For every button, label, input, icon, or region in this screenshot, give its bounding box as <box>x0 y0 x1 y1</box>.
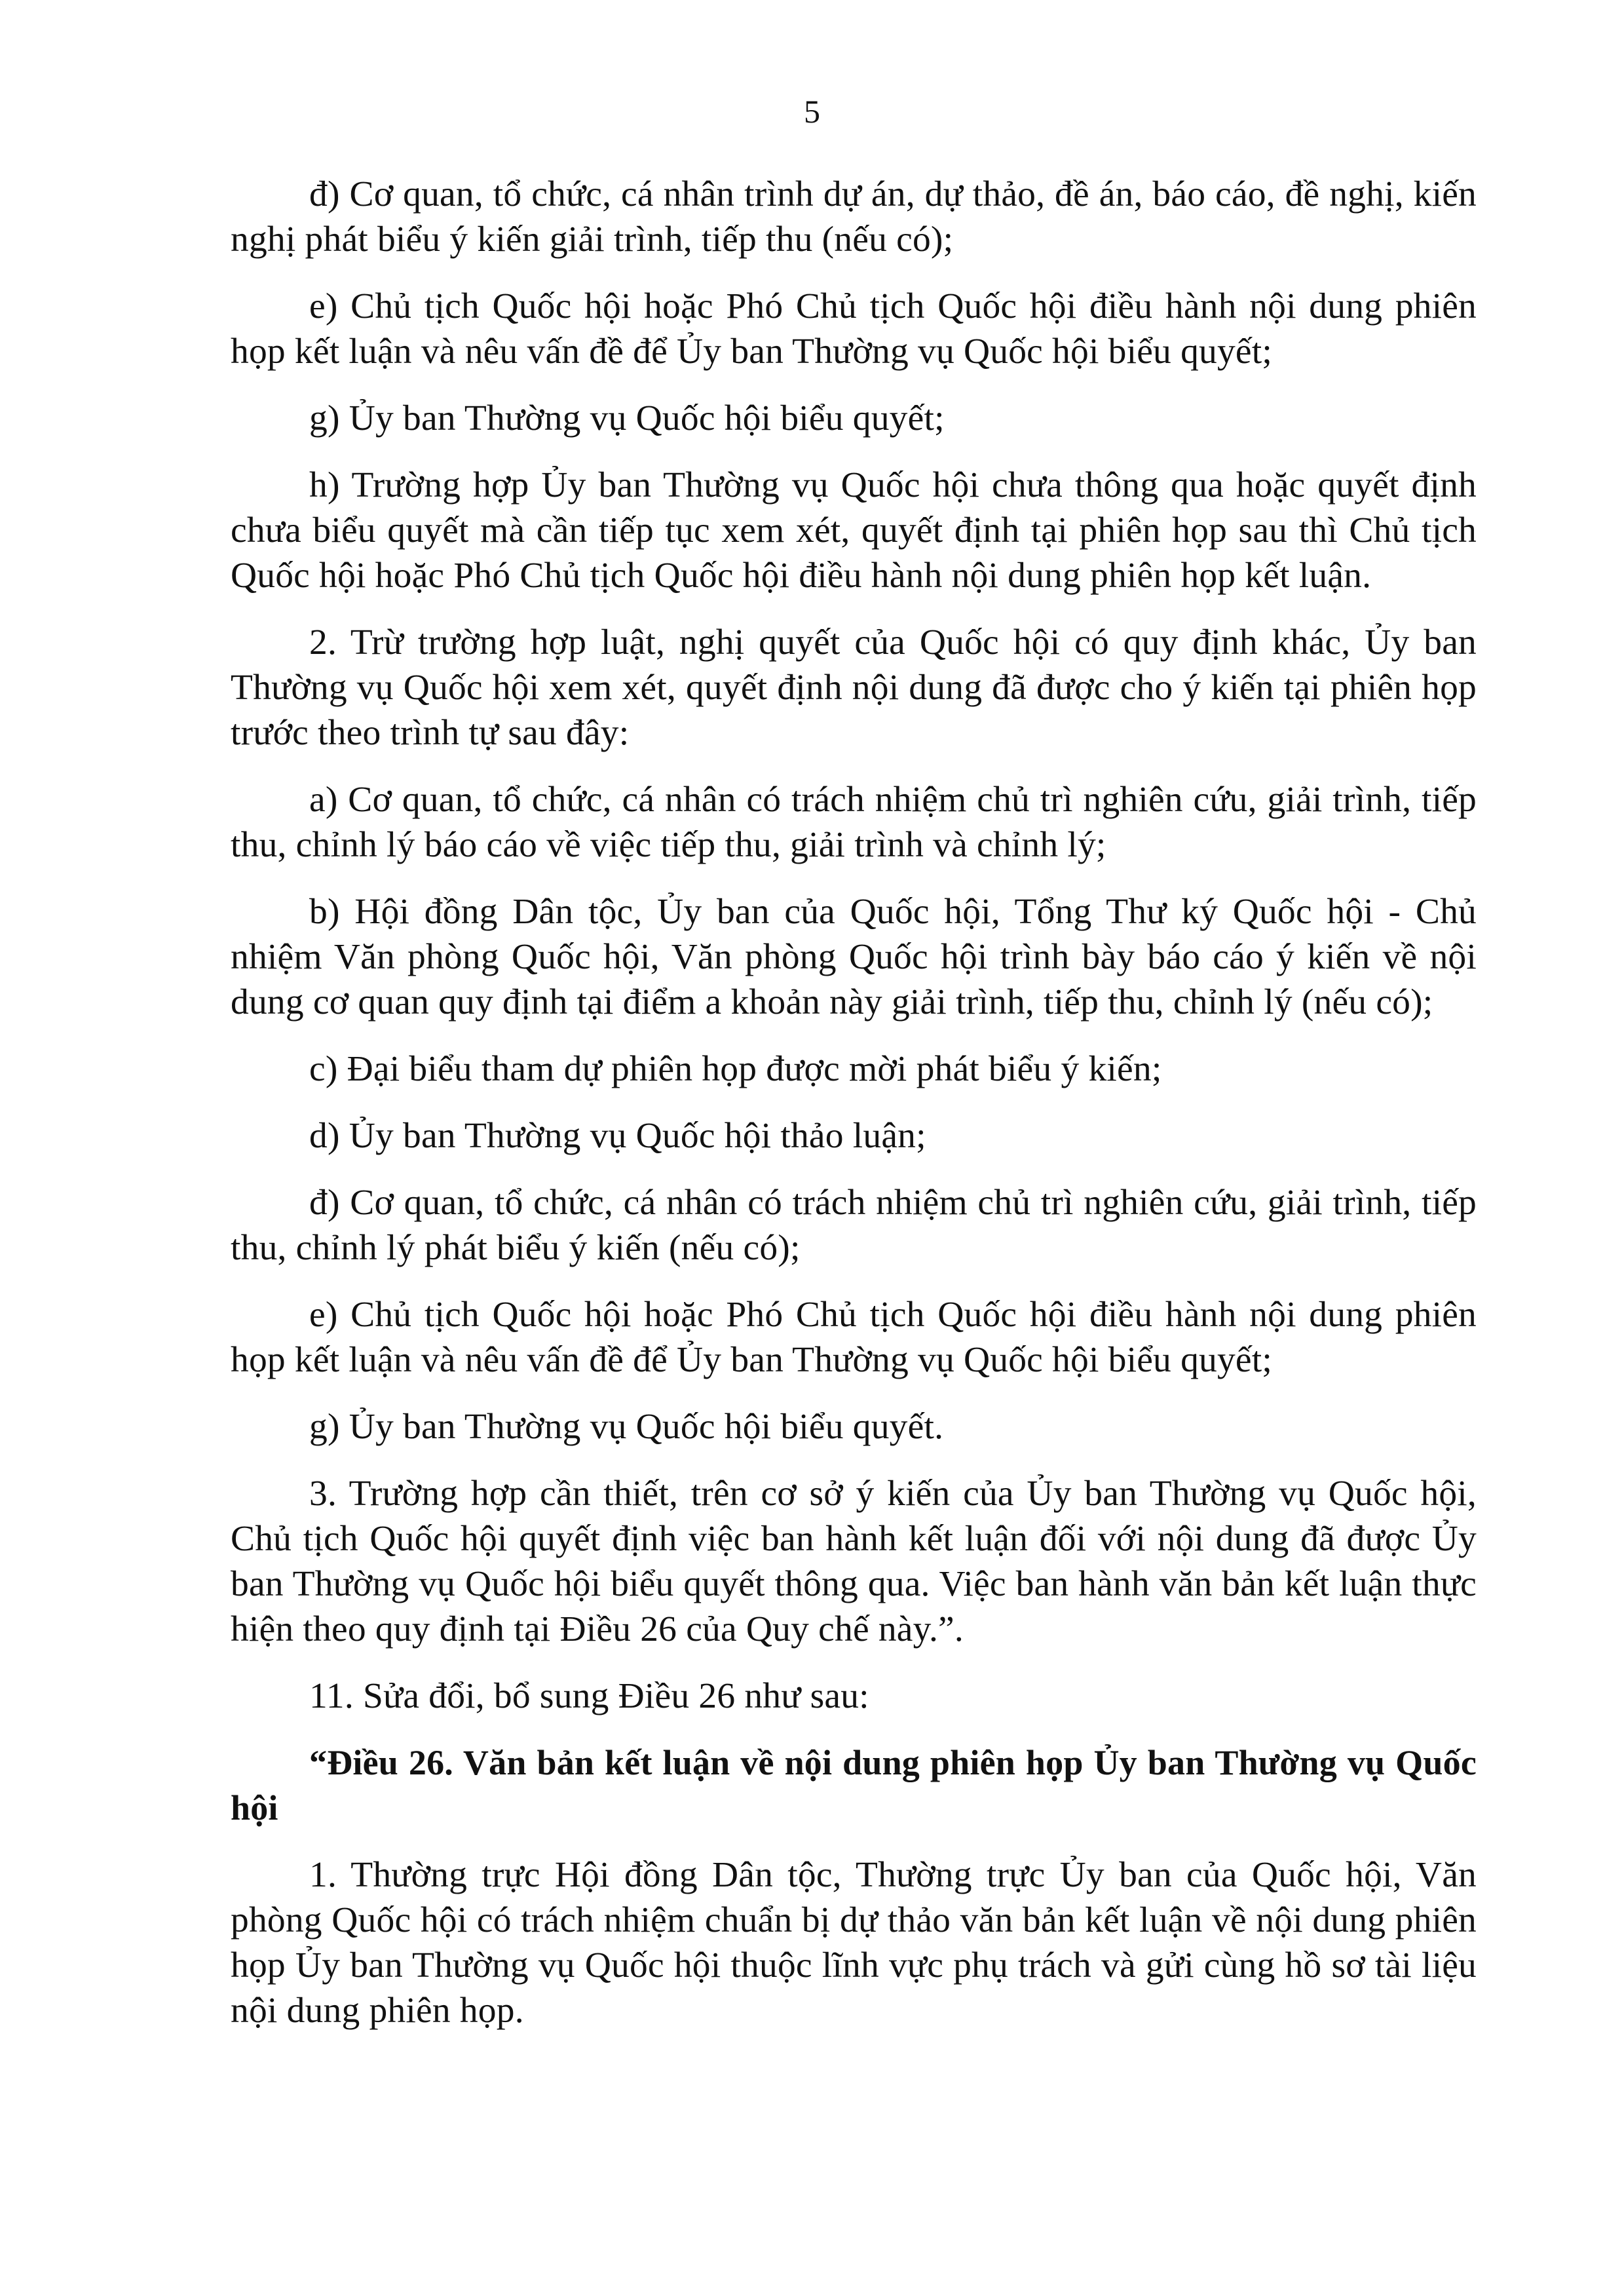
section-3: 3. Trường hợp cần thiết, trên cơ sở ý kiến của Ủy ban Thường vụ Quốc hội, Chủ tịch Quốc hội quyết định việc ban hành kết luận đối với nội dung đã được Ủy ban Thường vụ Quốc hội biểu quyết thông qua. Việc ban hành văn bản kết luận thực hiện theo quy định tại Điều 26 của Quy chế này.”. <box>231 1474 1477 1649</box>
section-2-intro: 2. Trừ trường hợp luật, nghị quyết của Quốc hội có quy định khác, Ủy ban Thường vụ Quốc hội xem xét, quyết định nội dung đã được cho ý kiến tại phiên họp trước theo trình tự sau đây: <box>231 622 1477 753</box>
section-2-clause-d-stroke: đ) Cơ quan, tổ chức, cá nhân có trách nhiệm chủ trì nghiên cứu, giải trình, tiếp thu, chỉnh lý phát biểu ý kiến (nếu có); <box>231 1183 1477 1268</box>
item-11-amendment: 11. Sửa đổi, bổ sung Điều 26 như sau: <box>309 1676 869 1716</box>
page-number: 5 <box>804 93 820 130</box>
section-2-clause-c: c) Đại biểu tham dự phiên họp được mời phát biểu ý kiến; <box>309 1049 1162 1089</box>
section-2-clause-e: e) Chủ tịch Quốc hội hoặc Phó Chủ tịch Quốc hội điều hành nội dung phiên họp kết luận và nêu vấn đề để Ủy ban Thường vụ Quốc hội biểu quyết; <box>231 1295 1477 1380</box>
clause-g-standing-committee-vote: g) Ủy ban Thường vụ Quốc hội biểu quyết; <box>309 398 945 438</box>
clause-h-not-approved: h) Trường hợp Ủy ban Thường vụ Quốc hội chưa thông qua hoặc quyết định chưa biểu quyết mà cần tiếp tục xem xét, quyết định tại phiên họp sau thì Chủ tịch Quốc hội hoặc Phó Chủ tịch Quốc hội điều hành nội dung phiên họp kết luận. <box>231 465 1477 596</box>
section-2-clause-b: b) Hội đồng Dân tộc, Ủy ban của Quốc hội, Tổng Thư ký Quốc hội - Chủ nhiệm Văn phòng Quốc hội, Văn phòng Quốc hội trình bày báo cáo ý kiến về nội dung cơ quan quy định tại điểm a khoản này giải trình, tiếp thu, chỉnh lý (nếu có); <box>231 892 1477 1022</box>
section-2-clause-a: a) Cơ quan, tổ chức, cá nhân có trách nhiệm chủ trì nghiên cứu, giải trình, tiếp thu, chỉnh lý báo cáo về việc tiếp thu, giải trình và chỉnh lý; <box>231 780 1477 865</box>
section-2-clause-g: g) Ủy ban Thường vụ Quốc hội biểu quyết. <box>309 1407 944 1447</box>
clause-e-chair-conclusion: e) Chủ tịch Quốc hội hoặc Phó Chủ tịch Quốc hội điều hành nội dung phiên họp kết luận và nêu vấn đề để Ủy ban Thường vụ Quốc hội biểu quyết; <box>231 286 1477 372</box>
article-26-heading: “Điều 26. Văn bản kết luận về nội dung phiên họp Ủy ban Thường vụ Quốc hội <box>231 1743 1477 1827</box>
section-2-clause-d: d) Ủy ban Thường vụ Quốc hội thảo luận; <box>309 1116 926 1156</box>
clause-d-stroke-presenter-remarks: đ) Cơ quan, tổ chức, cá nhân trình dự án, dự thảo, đề án, báo cáo, đề nghị, kiến nghị phát biểu ý kiến giải trình, tiếp thu (nếu có); <box>231 174 1477 259</box>
document-body <box>231 172 1477 2055</box>
article-26-clause-1: 1. Thường trực Hội đồng Dân tộc, Thường trực Ủy ban của Quốc hội, Văn phòng Quốc hội có trách nhiệm chuẩn bị dự thảo văn bản kết luận về nội dung phiên họp Ủy ban Thường vụ Quốc hội thuộc lĩnh vực phụ trách và gửi cùng hồ sơ tài liệu nội dung phiên họp. <box>231 1855 1477 2031</box>
